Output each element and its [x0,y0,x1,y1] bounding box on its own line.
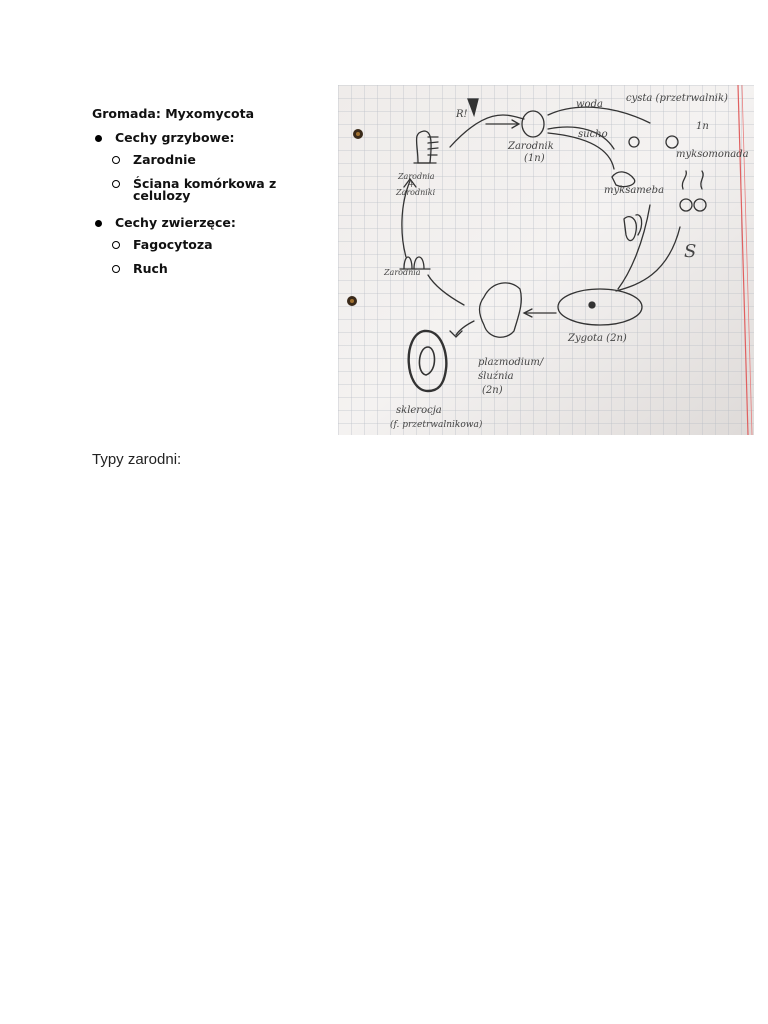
label-slime-ploidy: (2n) [482,385,503,396]
bullet-dot-icon [95,220,102,227]
circle-bullet-icon [112,156,120,164]
sub-item-label: Ściana komórkowa z celulozy [133,175,277,203]
label-water: woda [576,99,603,110]
label-slime: śluźnia [478,371,514,382]
sub-item [92,239,332,252]
label-syngamy: S [684,241,697,262]
handwritten-life-cycle-diagram [338,85,754,435]
bullet-fungal-features [92,129,332,145]
label-meiosis: R! [456,109,468,120]
label-fusion: 1n [696,121,709,132]
bullet-dot-icon [95,135,102,142]
label-cyst: cysta (przetrwalnik) [626,93,728,104]
sub-item [92,175,332,203]
life-cycle-photo [338,85,754,435]
types-heading: Typy zarodni: [92,451,182,468]
sub-item-label: Fagocytoza [133,237,213,252]
label-ameba: myksameba [604,185,665,196]
label-spore-ploidy: (1n) [524,153,545,164]
label-sclerotium: sklerocja [396,405,442,416]
label-spores: Zarodniki [396,188,436,197]
label-flagellate: myksomonada [676,149,749,160]
sub-item [92,154,332,167]
label-plus: + [408,180,415,189]
sub-item-label: Zarodnie [133,152,196,167]
label-dry: sucho [578,129,608,140]
bullet-label: Cechy zwierzęce: [115,214,236,230]
section-title: Gromada: Myxomycota [92,106,255,121]
sub-item [92,260,332,276]
circle-bullet-icon [112,265,120,273]
circle-bullet-icon [112,180,120,188]
label-sporangium: Zarodnia [384,268,421,277]
bullet-animal-features [92,214,332,230]
bullet-label: Cechy grzybowe: [115,129,235,145]
outline [92,108,332,286]
label-spore: Zarodnik [508,141,554,152]
label-zygote: Zygota (2n) [568,333,627,344]
sub-item-label: Ruch [133,260,168,276]
label-sclerotium-note: (f. przetrwalnikowa) [390,420,483,430]
label-sporangia: Zarodnia [398,172,435,181]
circle-bullet-icon [112,241,120,249]
label-plasmodium: plazmodium/ [478,357,544,368]
